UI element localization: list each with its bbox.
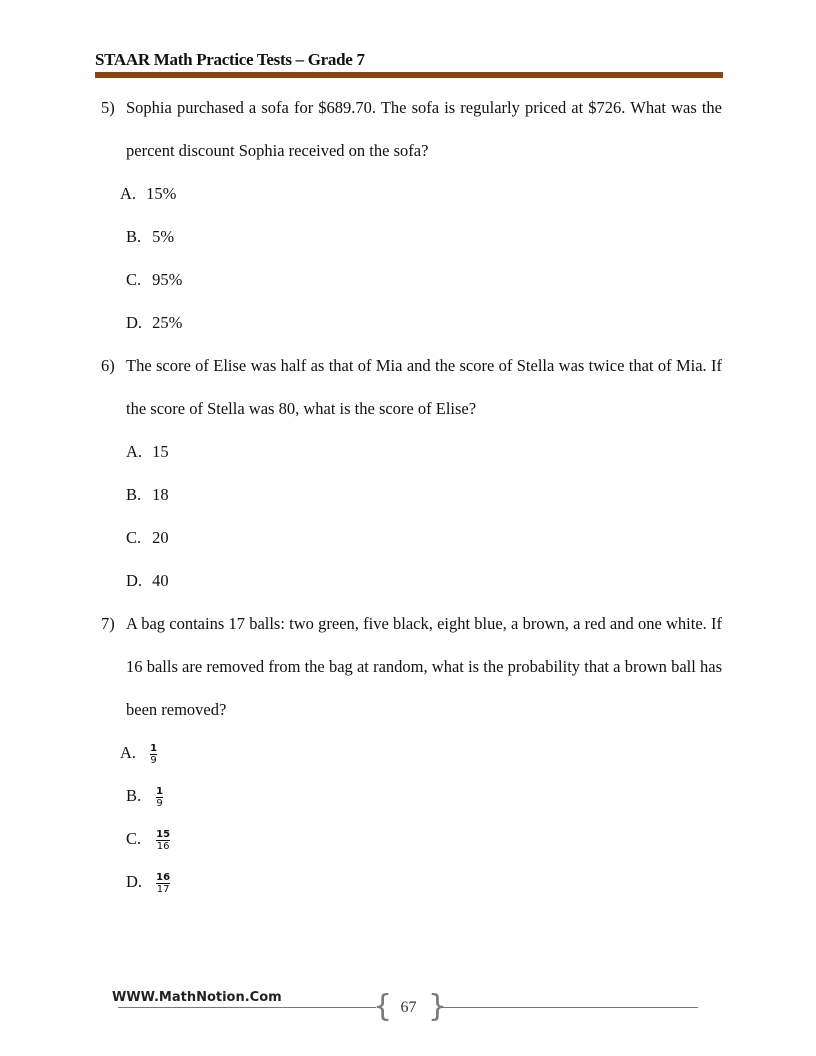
fraction-numerator: 16 — [156, 872, 171, 883]
question-number: 7) — [101, 614, 115, 633]
fraction — [156, 786, 163, 809]
question-text: Sophia purchased a sofa for $689.70. The sofa is regularly priced at $726. What was the percent discount Sophia received on the sofa? — [126, 98, 722, 160]
option-d — [126, 571, 169, 591]
fraction-numerator: 15 — [156, 829, 171, 840]
footer-website: WWW.MathNotion.Com — [112, 990, 282, 1005]
question-number: 6) — [101, 356, 115, 375]
option-text: 15% — [146, 184, 177, 203]
footer-rule-right — [440, 1007, 698, 1008]
option-d — [126, 313, 182, 333]
option-label: A. — [120, 184, 137, 203]
option-c — [126, 270, 182, 290]
fraction-numerator: 1 — [156, 786, 164, 797]
option-label: D. — [126, 313, 143, 332]
fraction — [150, 743, 157, 766]
option-c — [126, 528, 169, 548]
right-bracket-icon: } — [428, 989, 448, 1024]
header-title: STAAR Math Practice Tests – Grade 7 — [95, 50, 365, 69]
fraction-denominator: 16 — [156, 841, 170, 852]
option-label: C. — [126, 829, 142, 849]
option-text: 20 — [152, 528, 169, 547]
header-rule — [95, 72, 723, 78]
page-number: 67 — [400, 999, 417, 1016]
option-text: 15 — [152, 442, 169, 461]
option-a — [126, 442, 169, 462]
option-label: B. — [126, 227, 142, 246]
question-text: A bag contains 17 balls: two green, five black, eight blue, a brown, a red and one white. If 16 balls are removed from the bag at random, what is the probability that a brown ball has been removed? — [126, 614, 722, 719]
fraction — [156, 829, 170, 852]
option-label: B. — [126, 485, 142, 504]
option-text: 40 — [152, 571, 169, 590]
option-label: D. — [126, 872, 143, 892]
option-c — [126, 829, 170, 852]
option-text: 5% — [152, 227, 175, 246]
option-label: B. — [126, 786, 142, 806]
option-label: D. — [126, 571, 143, 590]
question-number: 5) — [101, 98, 115, 117]
footer-rule-left — [118, 1007, 376, 1008]
fraction-denominator: 9 — [156, 798, 163, 809]
option-text: 25% — [152, 313, 183, 332]
left-bracket-icon: { — [373, 989, 393, 1024]
option-b — [126, 227, 174, 247]
option-label: A. — [126, 442, 143, 461]
option-text: 95% — [152, 270, 183, 289]
option-b — [126, 786, 163, 809]
fraction-denominator: 9 — [150, 755, 157, 766]
option-a — [120, 743, 157, 766]
option-a — [120, 184, 176, 204]
fraction-denominator: 17 — [156, 884, 170, 895]
option-b — [126, 485, 169, 505]
option-d — [126, 872, 170, 895]
question-text: The score of Elise was half as that of Mia and the score of Stella was twice that of Mia. If the score of Stella was 80, what is the score of Elise? — [126, 356, 722, 418]
fraction — [156, 872, 170, 895]
option-label: A. — [120, 743, 137, 763]
fraction-numerator: 1 — [150, 743, 158, 754]
option-text: 18 — [152, 485, 169, 504]
option-label: C. — [126, 270, 142, 289]
option-label: C. — [126, 528, 142, 547]
